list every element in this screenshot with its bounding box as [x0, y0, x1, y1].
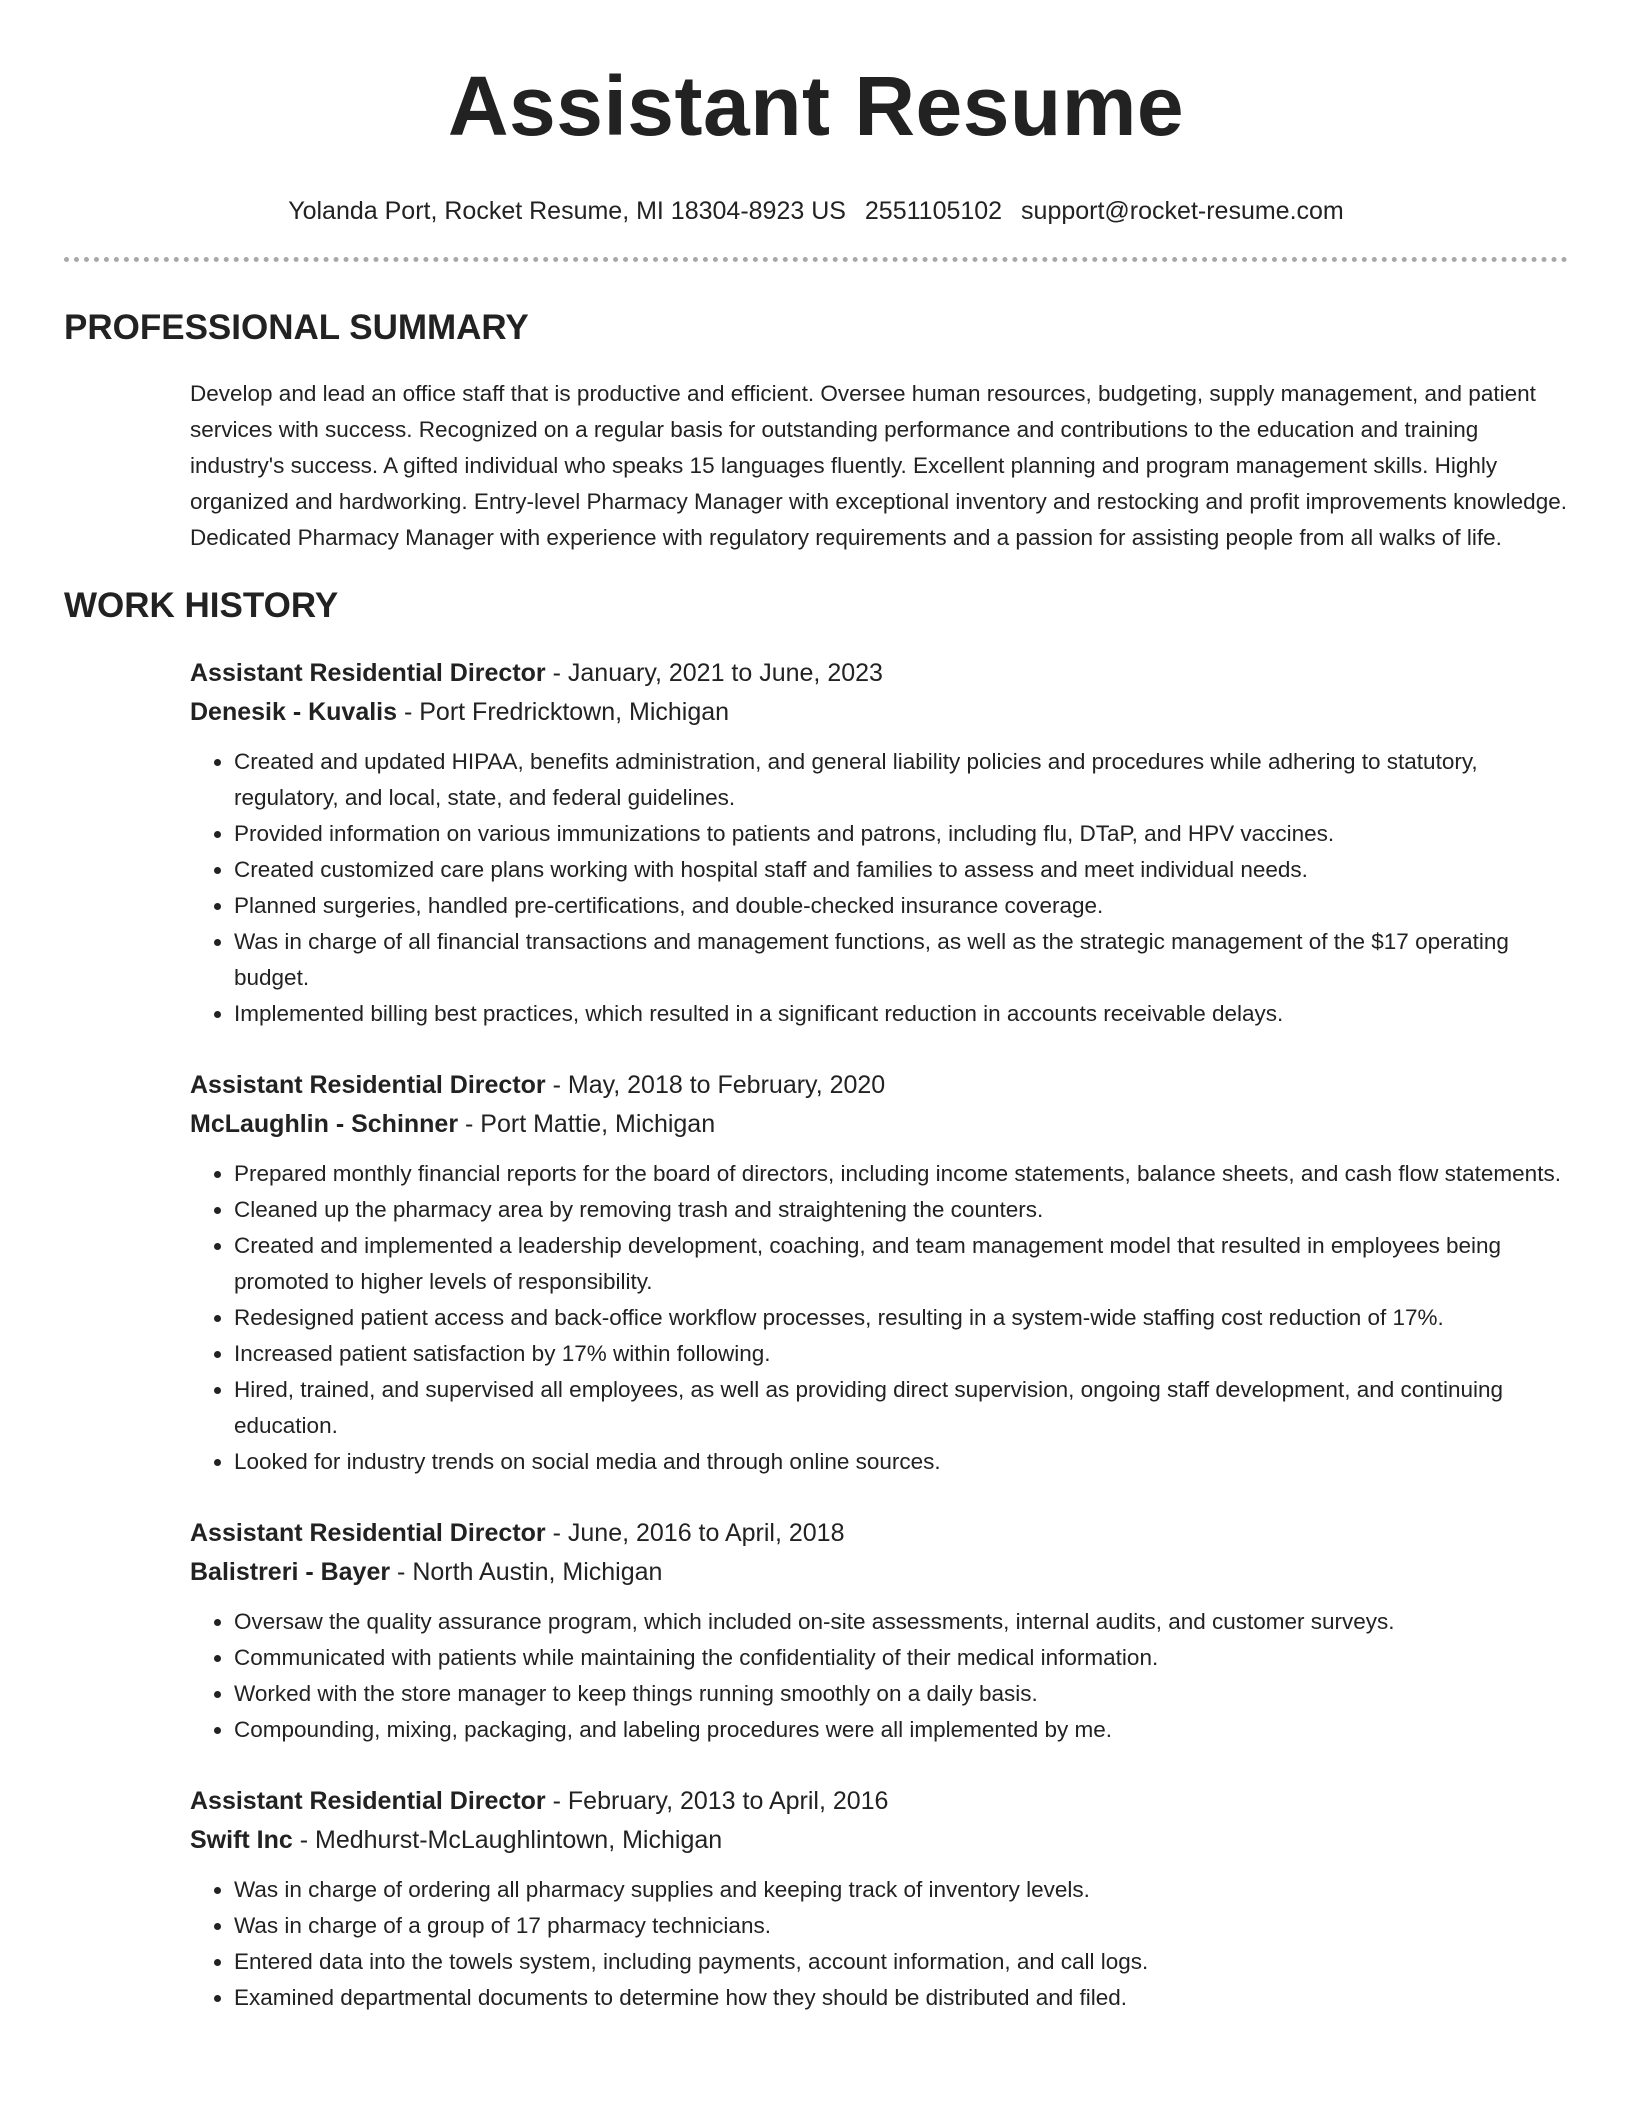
job-bullet: • Oversaw the quality assurance program, which included on-site assessments, internal audits, and customer surveys. — [234, 1604, 1570, 1640]
job-entry — [190, 1066, 1570, 1480]
job-bullet: • Communicated with patients while maintaining the confidentiality of their medical information. — [234, 1640, 1570, 1676]
job-bullet: • Examined departmental documents to determine how they should be distributed and filed. — [234, 1980, 1570, 2016]
header-divider — [64, 257, 1568, 262]
job-bullets — [190, 1156, 1570, 1480]
job-company: Denesik - Kuvalis — [190, 698, 398, 726]
contact-address: Yolanda Port, Rocket Resume, MI 18304-8923 US — [288, 197, 846, 225]
summary-text: Develop and lead an office staff that is productive and efficient. Oversee human resources, budgeting, supply management, and patient services with success. Recognized on a regular basis for outstanding performance and contributions to the education and training industry's success. A gifted individual who speaks 15 languages fluently. Excellent planning and program management skills. Highly organized and hardworking. Entry-level Pharmacy Manager with exceptional inventory and restocking and profit improvements knowledge. Dedicated Pharmacy Manager with experience with regulatory requirements and a passion for assisting people from all walks of life. — [190, 381, 1567, 550]
job-company-line — [190, 693, 1570, 732]
job-bullet: • Created and implemented a leadership development, coaching, and team management model that resulted in employees being promoted to higher levels of responsibility. — [234, 1228, 1570, 1300]
job-bullet: • Was in charge of ordering all pharmacy supplies and keeping track of inventory levels. — [234, 1872, 1570, 1908]
job-location: - North Austin, Michigan — [390, 1558, 663, 1586]
job-bullet: • Redesigned patient access and back-office workflow processes, resulting in a system-wide staffing cost reduction of 17%. — [234, 1300, 1570, 1336]
job-bullet: • Was in charge of a group of 17 pharmacy technicians. — [234, 1908, 1570, 1944]
job-bullet: • Worked with the store manager to keep things running smoothly on a daily basis. — [234, 1676, 1570, 1712]
job-bullet: • Compounding, mixing, packaging, and labeling procedures were all implemented by me. — [234, 1712, 1570, 1748]
job-bullet: • Prepared monthly financial reports for the board of directors, including income statements, balance sheets, and cash flow statements. — [234, 1156, 1570, 1192]
job-bullet: • Created and updated HIPAA, benefits administration, and general liability policies and procedures while adhering to statutory, regulatory, and local, state, and federal guidelines. — [234, 744, 1570, 816]
summary-heading: PROFESSIONAL SUMMARY — [64, 308, 529, 347]
contact-line — [64, 194, 1568, 228]
job-bullet: • Increased patient satisfaction by 17% within following. — [234, 1336, 1570, 1372]
resume-title: Assistant Resume — [447, 59, 1185, 153]
contact-email: support@rocket-resume.com — [1021, 197, 1344, 225]
job-bullets — [190, 744, 1570, 1032]
job-dates: - February, 2013 to April, 2016 — [545, 1787, 889, 1815]
job-bullets — [190, 1872, 1570, 2016]
job-title: Assistant Residential Director — [190, 1787, 546, 1815]
job-dates: - January, 2021 to June, 2023 — [545, 659, 883, 687]
job-company: Balistreri - Bayer — [190, 1558, 391, 1586]
job-bullet: • Provided information on various immunizations to patients and patrons, including flu, DTaP, and HPV vaccines. — [234, 816, 1570, 852]
job-title-line — [190, 1782, 1570, 1821]
job-bullet: • Created customized care plans working with hospital staff and families to assess and meet individual needs. — [234, 852, 1570, 888]
work-history-heading: WORK HISTORY — [64, 586, 339, 625]
job-company: McLaughlin - Schinner — [190, 1110, 459, 1138]
resume-page — [64, 0, 1568, 2016]
job-company-line — [190, 1821, 1570, 1860]
job-entry — [190, 1514, 1570, 1748]
job-bullets — [190, 1604, 1570, 1748]
job-bullet: • Hired, trained, and supervised all employees, as well as providing direct supervision, ongoing staff development, and continuing education. — [234, 1372, 1570, 1444]
job-location: - Port Fredricktown, Michigan — [397, 698, 730, 726]
job-title: Assistant Residential Director — [190, 1071, 546, 1099]
job-title: Assistant Residential Director — [190, 659, 546, 687]
job-bullet: • Looked for industry trends on social media and through online sources. — [234, 1444, 1570, 1480]
job-title-line — [190, 1066, 1570, 1105]
job-bullet: • Cleaned up the pharmacy area by removing trash and straightening the counters. — [234, 1192, 1570, 1228]
job-title-line — [190, 1514, 1570, 1553]
contact-phone: 2551105102 — [864, 197, 1003, 225]
job-company-line — [190, 1105, 1570, 1144]
job-bullet: • Implemented billing best practices, which resulted in a significant reduction in accounts receivable delays. — [234, 996, 1570, 1032]
job-entry — [190, 654, 1570, 1032]
job-bullet: • Was in charge of all financial transactions and management functions, as well as the strategic management of the $17 operating budget. — [234, 924, 1570, 996]
job-bullet: • Entered data into the towels system, including payments, account information, and call logs. — [234, 1944, 1570, 1980]
job-bullet: • Planned surgeries, handled pre-certifications, and double-checked insurance coverage. — [234, 888, 1570, 924]
job-location: - Medhurst-McLaughlintown, Michigan — [292, 1826, 723, 1854]
job-entry — [190, 1782, 1570, 2016]
job-dates: - June, 2016 to April, 2018 — [545, 1519, 845, 1547]
job-title-line — [190, 654, 1570, 693]
job-company-line — [190, 1553, 1570, 1592]
job-title: Assistant Residential Director — [190, 1519, 546, 1547]
job-location: - Port Mattie, Michigan — [458, 1110, 716, 1138]
job-company: Swift Inc — [190, 1826, 293, 1854]
job-dates: - May, 2018 to February, 2020 — [545, 1071, 886, 1099]
